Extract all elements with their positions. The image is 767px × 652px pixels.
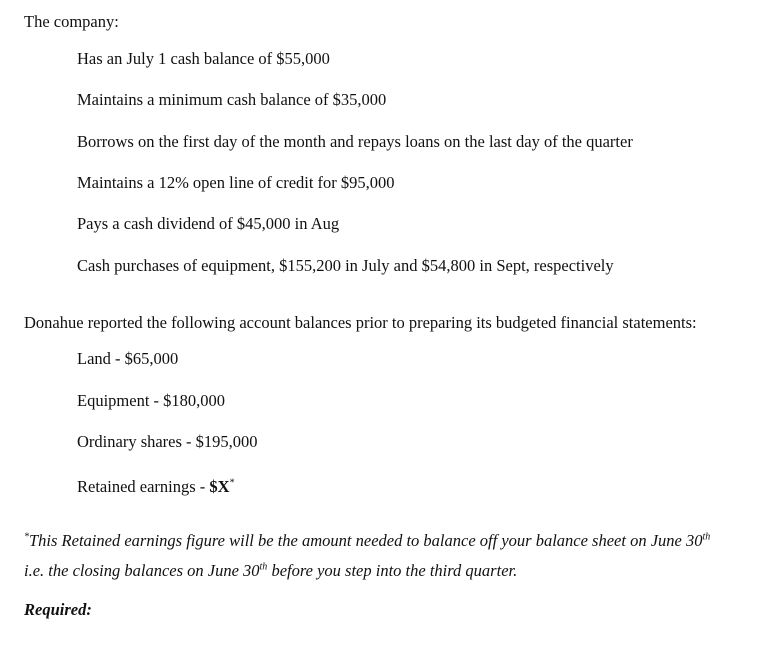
footnote-text-2b: before you step into the third quarter.	[267, 561, 518, 580]
company-item-borrowing-policy: Borrows on the first day of the month and repays loans on the last day of the quarter	[77, 132, 633, 151]
retained-earnings-value: $X	[209, 477, 230, 496]
balances-intro: Donahue reported the following account balances prior to preparing its budgeted financial statements:	[24, 313, 697, 332]
footnote-marker: *	[24, 531, 29, 543]
required-heading: Required:	[24, 600, 92, 619]
company-intro: The company:	[24, 12, 119, 31]
company-item-line-of-credit: Maintains a 12% open line of credit for $95,000	[77, 173, 395, 192]
company-item-equipment-purchases: Cash purchases of equipment, $155,200 in July and $54,800 in Sept, respectively	[77, 256, 614, 275]
account-equipment: Equipment - $180,000	[77, 391, 226, 410]
retained-earnings-label: Retained earnings -	[77, 477, 210, 496]
footnote-text-2a: i.e. the closing balances on June 30	[24, 561, 260, 580]
account-ordinary-shares: Ordinary shares - $195,000	[77, 432, 258, 451]
footnote-text-1: This Retained earnings figure will be the amount needed to balance off your balance sheet on June 30	[29, 531, 703, 550]
company-item-minimum-cash: Maintains a minimum cash balance of $35,000	[77, 90, 387, 109]
company-item-cash-balance: Has an July 1 cash balance of $55,000	[77, 49, 330, 68]
footnote-sup-1: th	[702, 531, 711, 543]
footnote-line-1	[24, 531, 710, 551]
company-item-dividend: Pays a cash dividend of $45,000 in Aug	[77, 214, 340, 233]
account-land: Land - $65,000	[77, 349, 179, 368]
footnote-sup-2: th	[259, 561, 268, 573]
footnote-line-2	[24, 561, 517, 581]
account-retained-earnings	[77, 477, 235, 497]
retained-earnings-footnote-marker: *	[229, 477, 235, 489]
